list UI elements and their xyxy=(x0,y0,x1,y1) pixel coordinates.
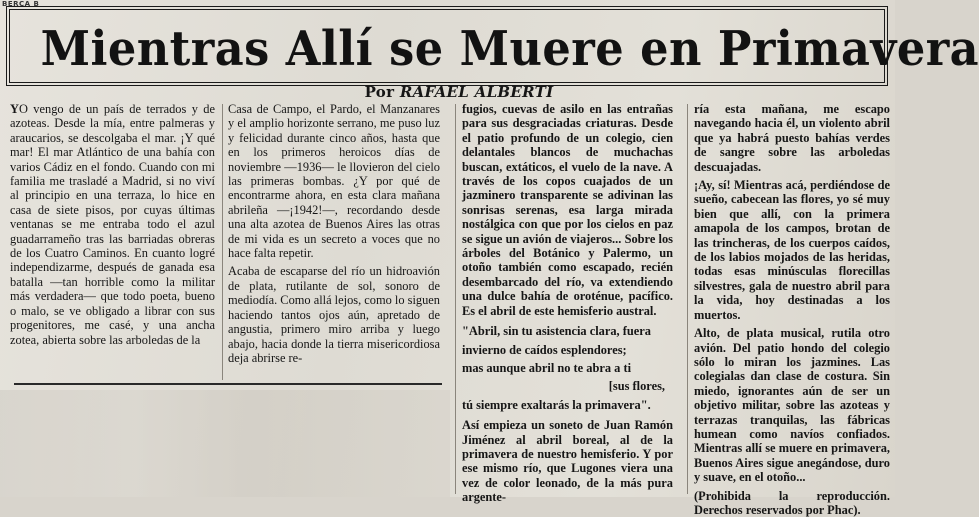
column-divider xyxy=(687,104,688,494)
article-column-2 xyxy=(228,102,440,380)
headline-frame xyxy=(6,6,979,86)
author-name: RAFAEL ALBERTI xyxy=(399,83,554,101)
article-column-4 xyxy=(694,102,890,517)
section-rule xyxy=(14,383,442,385)
poem-line: "Abril, sin tu asistencia clara, fuera xyxy=(462,324,651,339)
column-paragraph: Acaba de escaparse del río un hidroavión de plata, rutilante de sol, sonoro de mediodía. Como allá lejos, como lo siguen haciendo tantos ojos aún, apretado de angustia, primero miro arriba y luego abajo, hacia donde la tierra misericordiosa deja abrirse re- xyxy=(228,264,440,365)
column-divider xyxy=(455,104,456,494)
column-paragraph: YO vengo de un país de terrados y de azoteas. Desde la mía, entre palmeras y araucarios, se descolgaba el mar. ¡Y qué mar! El mar Atlántico de una bahía con varios Cádiz en el fondo. Cuando con mi familia me trasladé a Madrid, si no viví al principio en una terraza, lo hice en casa de siete pisos, por cuyas últimas ventanas se me entraba todo el azul guadarrameño tras las barriadas obreras de los Cuatro Caminos. En cuanto logré independizarme, después de ganada esa batalla —tan horrible como la militar más verdadera— que todo poeta, bueno o malo, se ve obligado a librar con sus progenitores, me casé, y una ancha zotea, abierta sobre las arboledas de la xyxy=(10,102,215,347)
column-paragraph: fugios, cuevas de asilo en las entrañas para sus desgraciadas criaturas. Desde el patio profundo de un colegio, cien delantales blancos de muchachas buscan, extáticos, el vuelo de la nave. A través de los copos cuajados de un jazminero transparente se adivinan las sonrisas serenas, esa larga mirada nostálgica con que por los cielos en paz se sigue un avión de viajeros... Sobre los árboles del Botánico y Palermo, un otoño también como escapado, recién desembarcado del río, va extendiendo una dulce bahía de oroténue, pacífico. Es el abril de este hemisferio austral. xyxy=(462,102,673,318)
article-column-1 xyxy=(10,102,215,380)
column-paragraph: Alto, de plata musical, rutila otro avión. Del patio hondo del colegio sólo lo miran los jazmines. Las colegialas dan clase de costura. Sin miedo, ignorantes aún de ser un objetivo militar, sobre las azoteas y terrazas tranquilas, las fábricas humean como navíos confiados. Mientras allí se muere en primavera, Buenos Aires sigue anegándose, duro y suave, en el otoño... xyxy=(694,326,890,485)
column-paragraph: Casa de Campo, el Pardo, el Manzanares y el amplio horizonte serrano, me puso luz y felicidad durante cinco años, hasta que en los primeros heroicos días de noviembre —1936— le llovieron del cielo las primeras bombas. ¿Y por qué de encontrarme ahora, en esta clara mañana abrileña —¡1942!—, recordando desde una alta azotea de Buenos Aires las otras de mi vida es un secreto a voces que no hace falta repetir. xyxy=(228,102,440,261)
quoted-sonnet xyxy=(462,324,673,412)
article-title: Mientras Allí se Muere en Primavera xyxy=(40,21,979,77)
poem-line: invierno de caídos esplendores; xyxy=(462,342,627,357)
byline-prefix: Por xyxy=(364,83,395,101)
byline xyxy=(354,83,564,101)
poem-line: mas aunque abril no te abra a ti xyxy=(462,360,632,375)
copyright-notice: (Prohibida la reproducción. Derechos reservados por Phac). xyxy=(694,488,890,517)
column-paragraph: ría esta mañana, me escapo navegando hacia él, un violento abril que ya habrá puesto bahías verdes de sangre sobre las arboledas descuajadas. xyxy=(694,102,890,174)
column-paragraph: ¡Ay, sí! Mientras acá, perdiéndose de sueño, cabecean las flores, yo sé muy bien que allí, con la primera amapola de los campos, brotan de las trincheras, de los cuerpos caídos, de los labios mojados de las heridas, todas esas minúsculas florecillas silvestres, gala de nuestro abril para la vida, hoy destinadas a los muertos. xyxy=(694,178,890,322)
masthead-fragment: BERCA B xyxy=(2,0,40,8)
poem-line: [sus flores, xyxy=(608,379,665,394)
column-paragraph: Así empieza un soneto de Juan Ramón Jiménez al abril boreal, al de la primavera de nuestro hemisferio. Y por ese mismo río, que Lugones viera una vez de color leonado, de la más pura argente- xyxy=(462,418,673,505)
faded-paper-area xyxy=(0,390,450,497)
article-column-3 xyxy=(462,102,673,505)
column-divider xyxy=(222,104,223,380)
poem-line: tú siempre exaltarás la primavera". xyxy=(462,397,651,412)
